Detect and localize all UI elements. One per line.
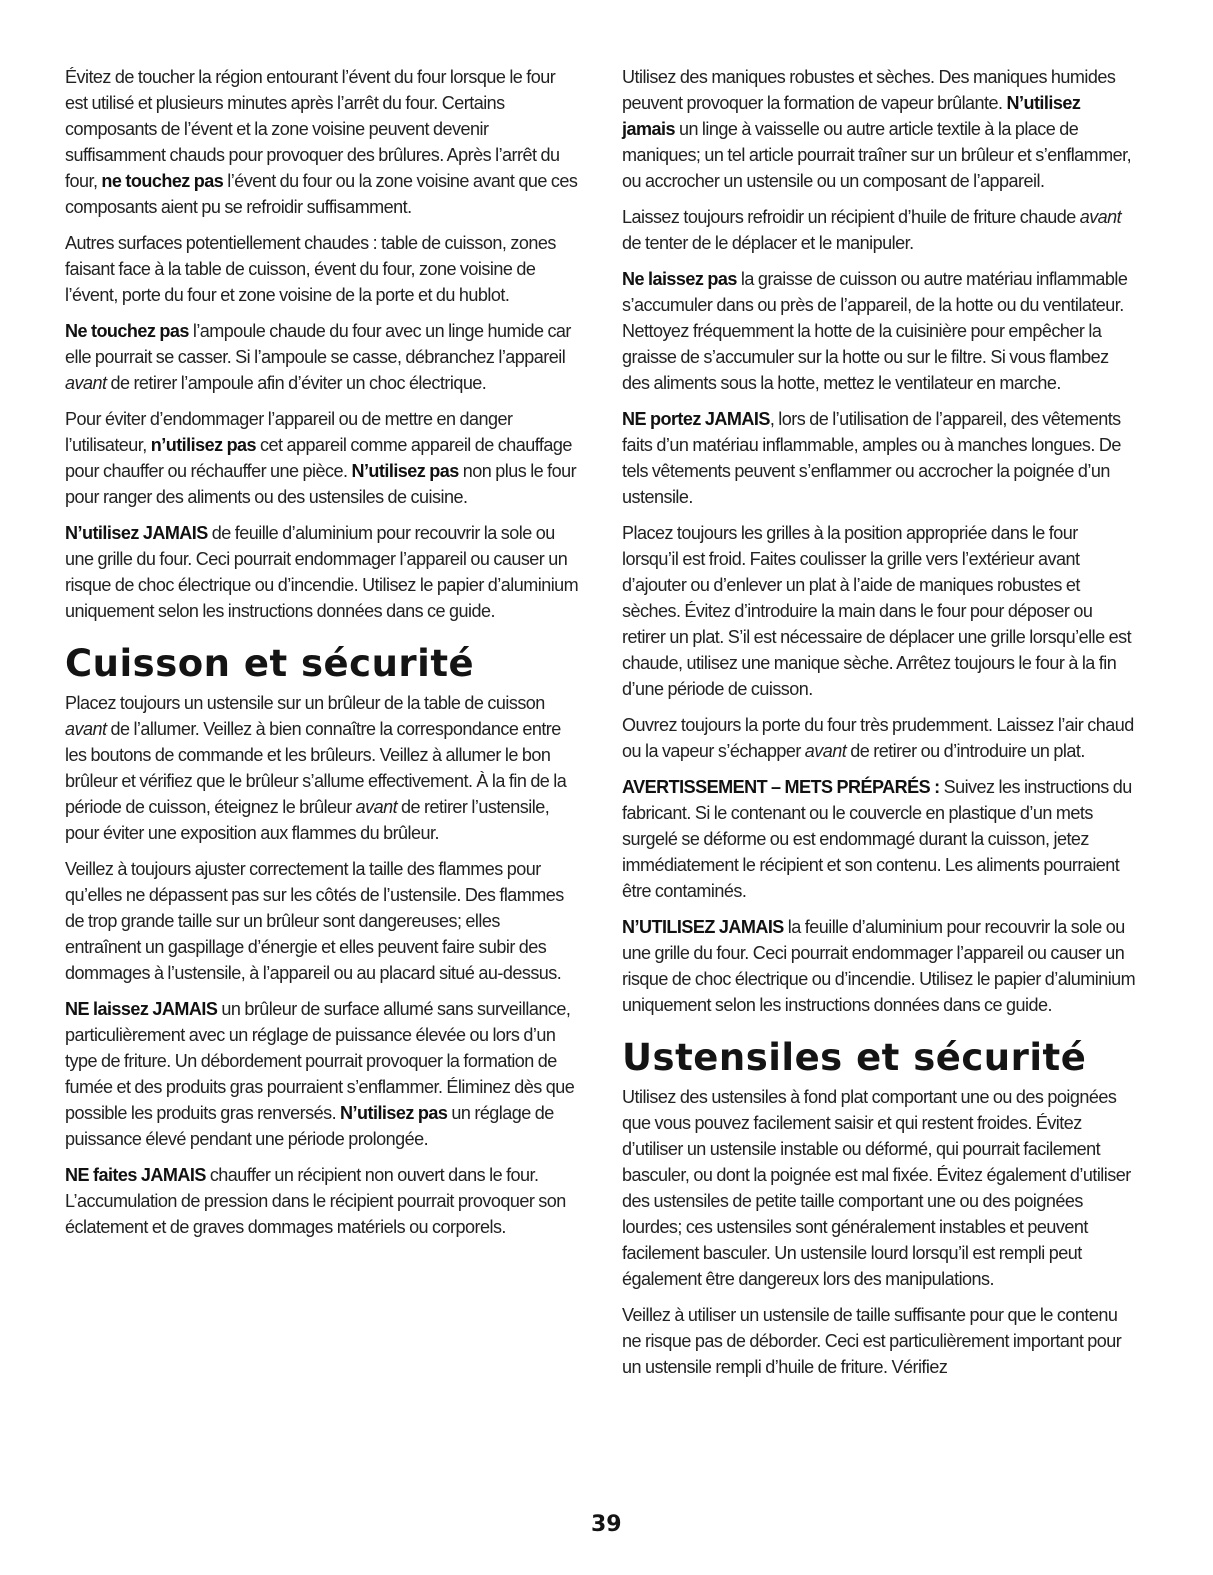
text: l’ampoule chaude du four avec un linge humide car elle pourrait se casser. Si l’ampoule se casse, débranchez l’appareil <box>65 320 571 367</box>
text: un brûleur de surface allumé sans surveillance, particulièrement avec un réglage de puissance élevée ou lors d’un type de friture. Un débordement pourrait provoquer la formation de fumée et des produits gras pourraient s’enflammer. Éliminez dès que possible les produits gras renversés. <box>65 998 575 1123</box>
text: la feuille d’aluminium pour recouvrir la sole ou une grille du four. Ceci pourrait endommager l’appareil ou causer un risque de choc électrique ou d’incendie. Utilisez le papier d’aluminium uniquement selon les instructions données dans ce guide. <box>622 916 1136 1015</box>
section-heading-cuisson: Cuisson et sécurité <box>65 642 475 685</box>
paragraph <box>622 914 1136 1018</box>
italic-emphasis: avant <box>355 796 398 817</box>
paragraph <box>622 774 1136 904</box>
text: l’évent du four ou la zone voisine avant que ces composants aient pu se refroidir suffisamment. <box>65 170 578 217</box>
warning-emphasis: N’UTILISEZ JAMAIS <box>622 916 784 937</box>
italic-emphasis: avant <box>65 372 107 393</box>
warning-emphasis: NE laissez JAMAIS <box>65 998 218 1019</box>
warning-emphasis: AVERTISSEMENT – METS PRÉPARÉS : <box>622 776 940 797</box>
text: Veillez à toujours ajuster correctement la taille des flammes pour qu’elles ne dépassent pas sur les côtés de l’ustensile. Des flammes de trop grande taille sur un brûleur sont dangereuses; elles entraînent un gaspillage d’énergie et elles peuvent faire subir des dommages à l’ustensile, à l’appareil ou au placard situé au-dessus. <box>65 858 564 983</box>
text: la graisse de cuisson ou autre matériau inflammable s’accumuler dans ou près de l’appareil, de la hotte ou du ventilateur. Nettoyez fréquemment la hotte de la cuisinière pour empêcher la graisse de s’accumuler sur la hotte ou sur le filtre. Si vous flambez des aliments sous la hotte, mettez le ventilateur en marche. <box>622 268 1128 393</box>
text: Évitez de toucher la région entourant l’évent du four lorsque le four est utilisé et plusieurs minutes après l’arrêt du four. Certains composants de l’évent et la zone voisine peuvent devenir suffisamment chauds pour provoquer des brûlures. Après l’arrêt du four, <box>65 66 560 191</box>
text: Laissez toujours refroidir un récipient d’huile de friture chaude <box>622 206 1080 227</box>
paragraph <box>622 1302 1136 1380</box>
text: Placez toujours un ustensile sur un brûleur de la table de cuisson <box>65 692 545 713</box>
paragraph <box>65 856 579 986</box>
text: chauffer un récipient non ouvert dans le four. L’accumulation de pression dans le récipient pourrait provoquer son éclatement et de graves dommages matériels ou corporels. <box>65 1164 566 1237</box>
warning-emphasis: Ne laissez pas <box>622 268 737 289</box>
warning-emphasis: ne touchez pas <box>101 170 224 191</box>
text: , lors de l’utilisation de l’appareil, des vêtements faits d’un matériau inflammable, amples ou à manches longues. De tels vêtements peuvent s’enflammer ou accrocher la poignée d’un ustensile. <box>622 408 1121 507</box>
paragraph <box>622 406 1136 510</box>
paragraph <box>65 318 579 396</box>
warning-emphasis: n’utilisez pas <box>150 434 257 455</box>
text: Utilisez des maniques robustes et sèches. Des maniques humides peuvent provoquer la formation de vapeur brûlante. <box>622 66 1116 113</box>
right-column <box>622 64 1152 1390</box>
paragraph <box>65 996 579 1152</box>
paragraph <box>65 1162 579 1240</box>
paragraph <box>622 266 1136 396</box>
paragraph <box>65 520 579 624</box>
text: Ouvrez toujours la porte du four très prudemment. Laissez l’air chaud ou la vapeur s’échapper <box>622 714 1134 761</box>
paragraph <box>622 204 1136 256</box>
paragraph <box>65 64 579 220</box>
text: un linge à vaisselle ou autre article textile à la place de maniques; un tel article pourrait traîner sur un brûleur et s’enflammer, ou accrocher un ustensile ou un composant de l’appareil. <box>622 118 1132 191</box>
italic-emphasis: avant <box>1079 206 1122 227</box>
warning-emphasis: N’utilisez pas <box>351 460 459 481</box>
section-heading-ustensiles: Ustensiles et sécurité <box>622 1036 1087 1079</box>
text: non plus le four pour ranger des aliments ou des ustensiles de cuisine. <box>65 460 577 507</box>
page-number: 39 <box>591 1512 622 1537</box>
text: de l’allumer. Veillez à bien connaître la correspondance entre les boutons de commande et les brûleurs. Veillez à allumer le bon brûleur et vérifiez que le brûleur s’allume effectivement. À la fin de la période de cuisson, éteignez le brûleur <box>65 718 567 817</box>
text: cet appareil comme appareil de chauffage pour chauffer ou réchauffer une pièce. <box>65 434 572 481</box>
text: Suivez les instructions du fabricant. Si le contenant ou le couvercle en plastique d’un mets surgelé se déforme ou est endommagé durant la cuisson, jetez immédiatement le récipient et son contenu. Les aliments pourraient être contaminés. <box>622 776 1132 901</box>
text: de retirer l’ustensile, pour éviter une exposition aux flammes du brûleur. <box>65 796 550 843</box>
text: Pour éviter d’endommager l’appareil ou de mettre en danger l’utilisateur, <box>65 408 513 455</box>
paragraph <box>65 690 579 846</box>
warning-emphasis: NE faites JAMAIS <box>65 1164 206 1185</box>
text: de retirer l’ampoule afin d’éviter un choc électrique. <box>106 372 487 393</box>
paragraph <box>622 1084 1136 1292</box>
text: Autres surfaces potentiellement chaudes : table de cuisson, zones faisant face à la table de cuisson, évent du four, zone voisine de l’évent, porte du four et zone voisine de la porte et du hublot. <box>65 232 556 305</box>
text: Utilisez des ustensiles à fond plat comportant une ou des poignées que vous pouvez facilement saisir et qui restent froides. Évitez d’utiliser un ustensile instable ou déformé, qui pourrait facilement basculer, ou dont la poignée est mal fixée. Évitez également d’utiliser des ustensiles de petite taille comportant une ou des poignées lourdes; ces ustensiles sont généralement instables et peuvent facilement basculer. Un ustensile lourd lorsqu’il est rempli peut également être dangereux lors des manipulations. <box>622 1086 1131 1289</box>
warning-emphasis: N’utilisez jamais <box>622 92 1081 139</box>
text: Placez toujours les grilles à la position appropriée dans le four lorsqu’il est froid. Faites coulisser la grille vers l’extérieur avant d’ajouter ou d’enlever un plat à l’aide de maniques robustes et sèches. Évitez d’introduire la main dans le four pour déposer ou retirer un plat. S’il est nécessaire de déplacer une grille lorsqu’elle est chaude, utilisez une manique sèche. Arrêtez toujours le four à la fin d’une période de cuisson. <box>622 522 1132 699</box>
italic-emphasis: avant <box>65 718 107 739</box>
text: un réglage de puissance élevé pendant une période prolongée. <box>65 1102 554 1149</box>
text: Veillez à utiliser un ustensile de taille suffisante pour que le contenu ne risque pas de déborder. Ceci est particulièrement important pour un ustensile rempli d’huile de friture. Vérifiez <box>622 1304 1122 1377</box>
left-column <box>65 64 595 1250</box>
text: de feuille d’aluminium pour recouvrir la sole ou une grille du four. Ceci pourrait endommager l’appareil ou causer un risque de choc électrique ou d’incendie. Utilisez le papier d’aluminium uniquement selon les instructions données dans ce guide. <box>65 522 579 621</box>
text: de tenter de le déplacer et le manipuler. <box>622 232 914 253</box>
warning-emphasis: Ne touchez pas <box>65 320 189 341</box>
warning-emphasis: NE portez JAMAIS <box>622 408 770 429</box>
paragraph <box>65 406 579 510</box>
paragraph <box>622 64 1136 194</box>
warning-emphasis: N’utilisez JAMAIS <box>65 522 208 543</box>
italic-emphasis: avant <box>804 740 847 761</box>
paragraph <box>65 230 579 308</box>
text: de retirer ou d’introduire un plat. <box>846 740 1085 761</box>
paragraph <box>622 520 1136 702</box>
warning-emphasis: N’utilisez pas <box>340 1102 448 1123</box>
paragraph <box>622 712 1136 764</box>
